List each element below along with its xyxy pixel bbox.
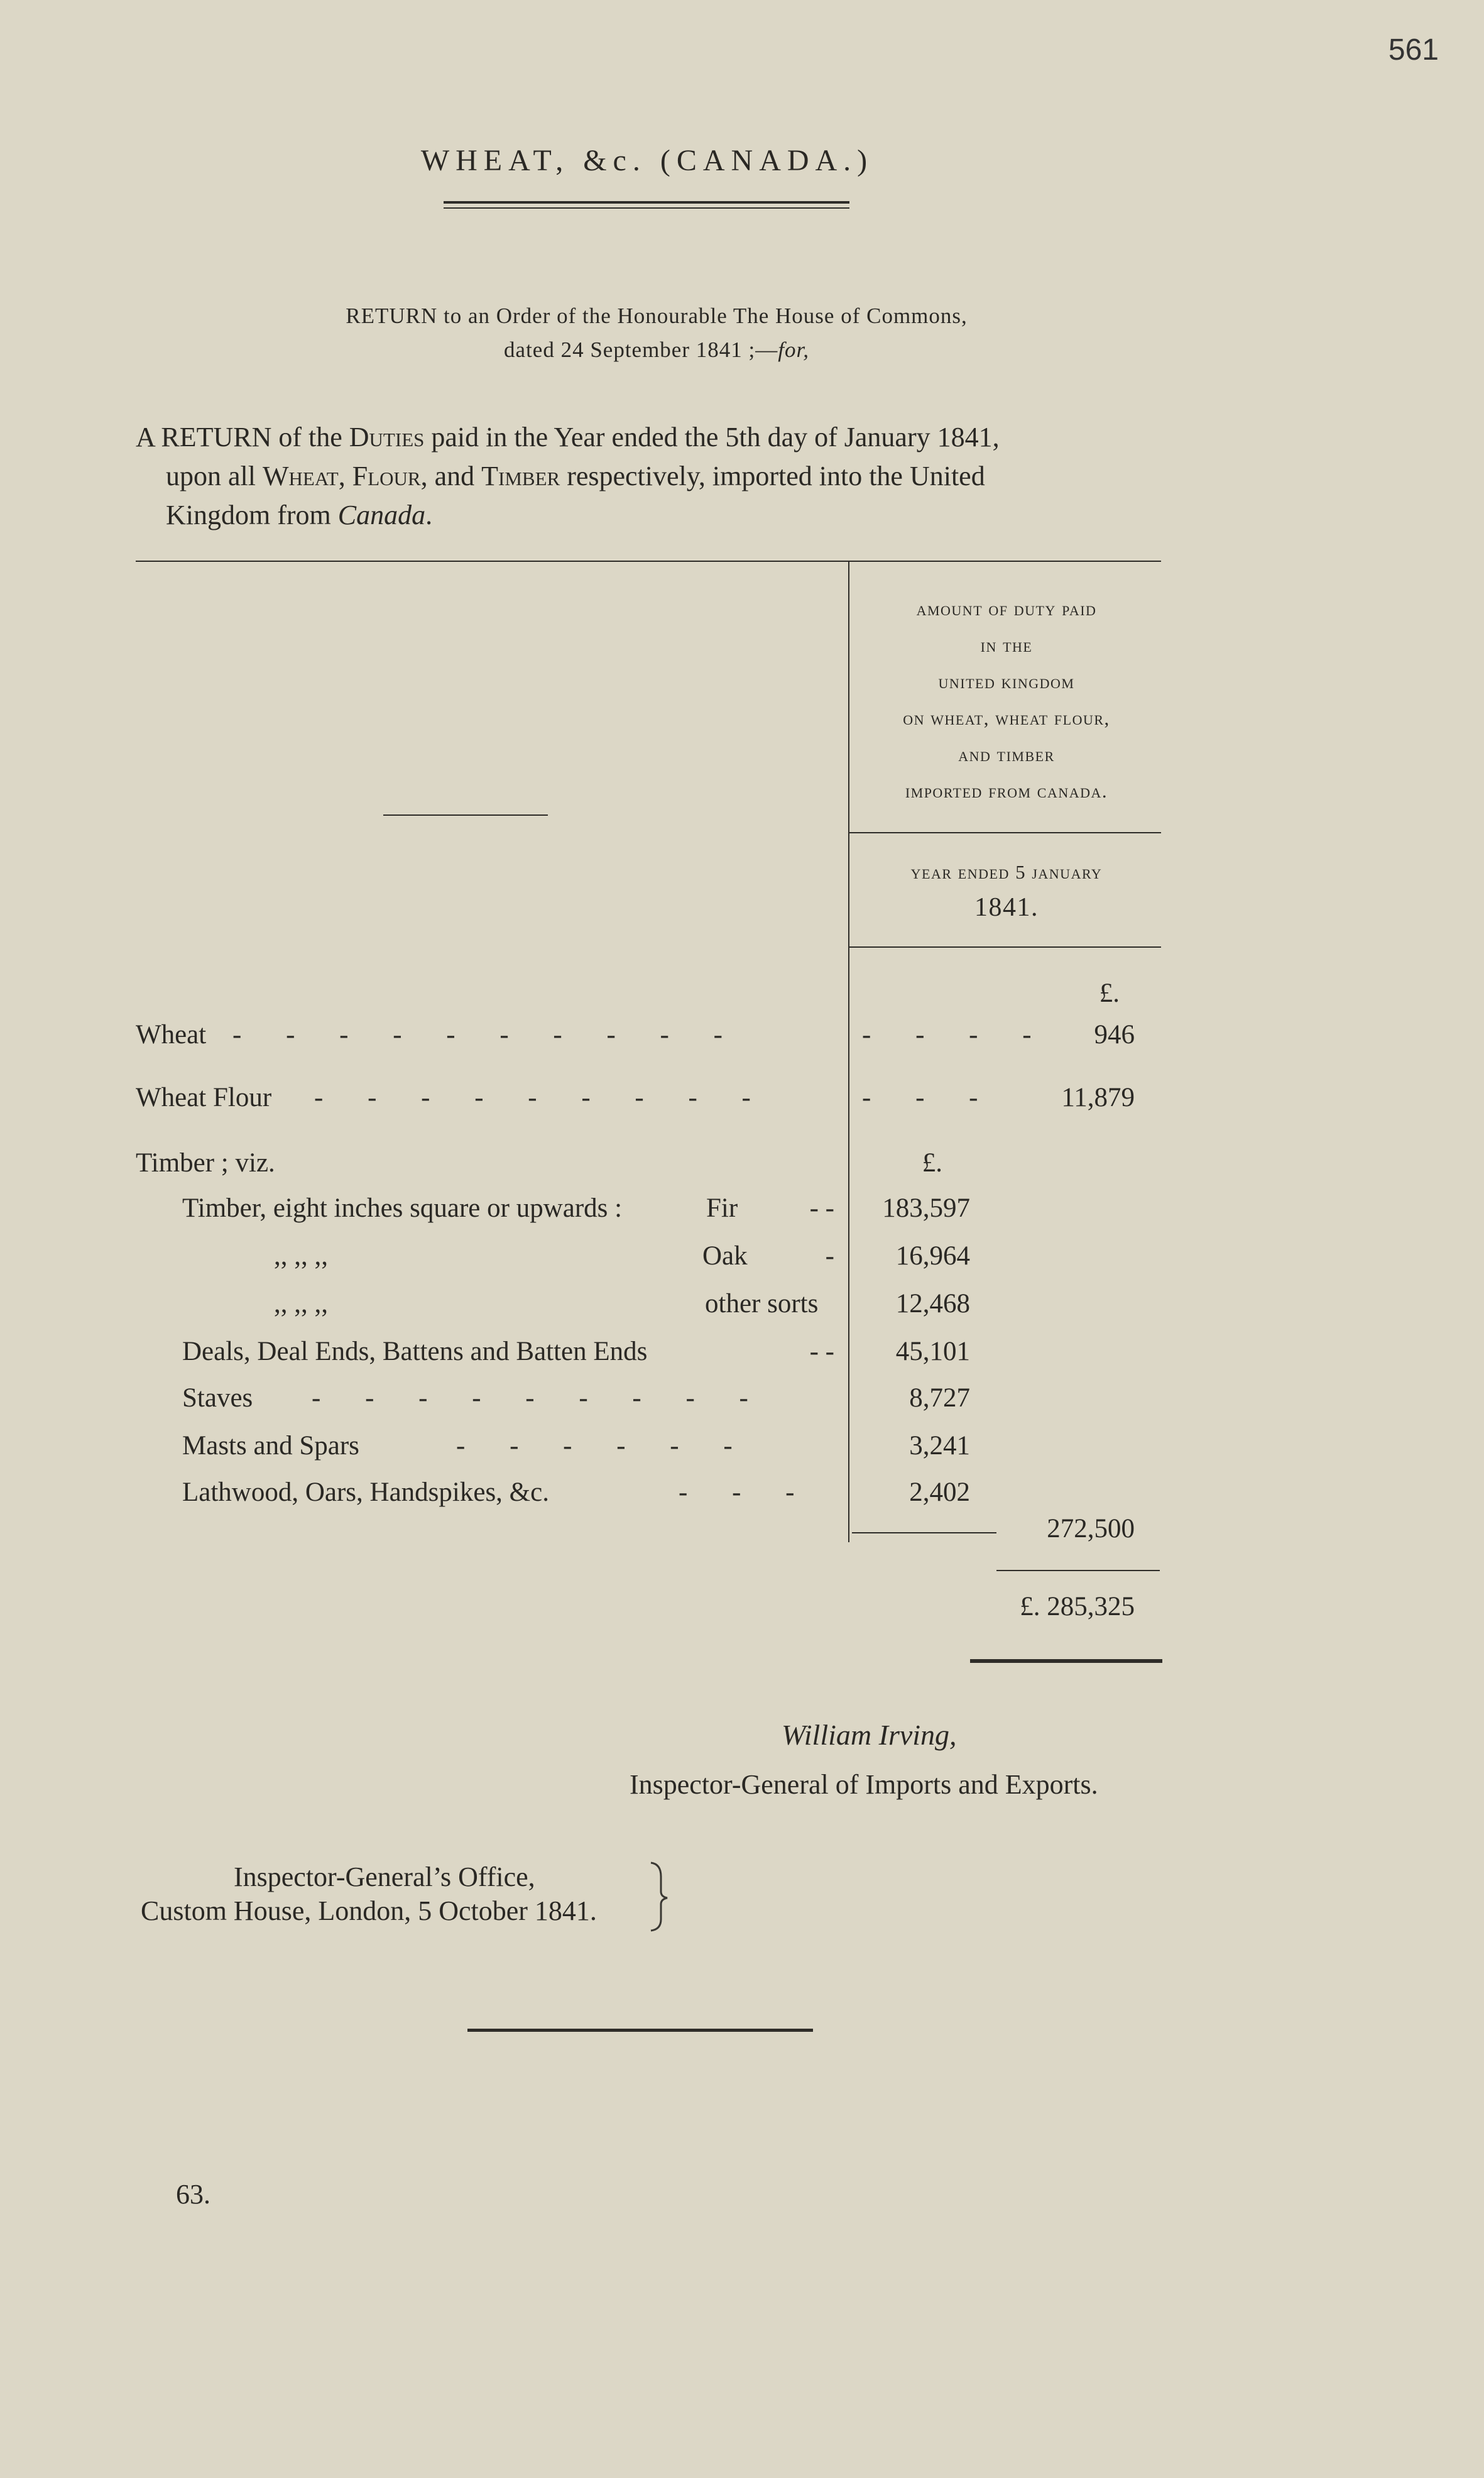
timber-row-value: 183,597 <box>882 1193 970 1223</box>
timber-row-label: Lathwood, Oars, Handspikes, &c. <box>182 1477 549 1507</box>
intro-text: A RETURN of the <box>136 422 349 452</box>
order-for: for, <box>778 337 809 362</box>
intro-duties: Duties <box>349 422 425 452</box>
header-line: amount of duty paid <box>916 598 1097 620</box>
timber-row-label: Timber, eight inches square or upwards : <box>182 1193 623 1223</box>
timber-row-value: 3,241 <box>909 1431 970 1461</box>
title-rule-top <box>444 201 849 204</box>
order-line-2 <box>0 331 1313 370</box>
wheat-value: 946 <box>1094 1020 1135 1050</box>
timber-total: 272,500 <box>1047 1514 1135 1543</box>
flour-mid-dots: - - - <box>862 1083 997 1112</box>
timber-row-label: ,, ,, ,, <box>274 1289 328 1318</box>
timber-row-value: 12,468 <box>895 1289 970 1318</box>
table-top-rule <box>136 561 1161 562</box>
timber-subtotal-rule <box>852 1532 996 1533</box>
wheat-leader-dots: - - - - - - - - - - <box>232 1020 741 1050</box>
intro-text: paid in the Year ended the 5th day of January 1841, <box>424 422 1000 452</box>
intro-line-1 <box>136 417 1000 458</box>
document-title: WHEAT, &c. (CANADA.) <box>420 144 874 177</box>
flour-leader-dots: - - - - - - - - - <box>314 1083 770 1112</box>
grand-total-rule <box>996 1570 1160 1571</box>
timber-row-label: ,, ,, ,, <box>274 1241 328 1271</box>
intro-text: , and <box>420 461 482 491</box>
timber-row-kind: other sorts <box>705 1289 819 1318</box>
column-subheader <box>849 855 1164 925</box>
intro-text: Kingdom from <box>166 500 338 530</box>
wheat-flour-value: 11,879 <box>1061 1083 1135 1112</box>
intro-text: . <box>425 500 433 530</box>
intro-text: respectively, imported into the United <box>560 461 985 491</box>
grand-total-double-rule <box>970 1659 1162 1663</box>
timber-row-kind: Oak <box>702 1241 748 1271</box>
timber-row-label: Staves <box>182 1383 253 1413</box>
timber-row-dots: - - <box>809 1193 834 1223</box>
page-number: 561 <box>1388 33 1439 67</box>
office-line-1: Inspector-General’s Office, <box>234 1861 535 1892</box>
timber-row-label: Masts and Spars <box>182 1431 359 1461</box>
column-header <box>849 591 1164 809</box>
footer-rule <box>467 2029 813 2032</box>
timber-row-dots: - - <box>809 1337 834 1366</box>
intro-canada: Canada <box>337 500 426 530</box>
timber-label: Timber ; viz. <box>136 1148 275 1178</box>
intro-timber: Timber <box>481 461 560 491</box>
title-rule-bottom <box>444 207 849 209</box>
wheat-label: Wheat <box>136 1020 207 1050</box>
intro-text: upon all <box>166 461 263 491</box>
header-line: and timber <box>958 743 1055 765</box>
intro-flour: Flour <box>352 461 421 491</box>
header-line: united kingdom <box>938 671 1075 693</box>
timber-row-dots: - - - <box>679 1477 814 1507</box>
intro-text: , <box>338 461 352 491</box>
subheader-divider <box>849 946 1161 948</box>
order-line-1: RETURN to an Order of the Honourable The House of Commons, <box>346 304 968 328</box>
wheat-mid-dots: - - - - <box>862 1020 1050 1050</box>
brace-icon <box>647 1861 672 1932</box>
signature-title: Inspector-General of Imports and Exports. <box>630 1769 1098 1800</box>
signature-name: William Irving, <box>782 1719 957 1751</box>
timber-row-dots: - - - - - - - - - <box>312 1383 767 1413</box>
header-divider <box>849 832 1161 833</box>
intro-line-3 <box>166 495 432 535</box>
footer-number: 63. <box>176 2179 210 2210</box>
timber-row-value: 45,101 <box>895 1337 970 1366</box>
timber-row-label: Deals, Deal Ends, Battens and Batten Ends <box>182 1337 648 1366</box>
header-line: imported from canada. <box>905 780 1108 802</box>
timber-currency-symbol: £. <box>922 1148 942 1178</box>
wheat-flour-label: Wheat Flour <box>136 1083 272 1112</box>
timber-row-value: 16,964 <box>895 1241 970 1271</box>
intro-wheat: Wheat <box>262 461 339 491</box>
timber-row-dots: - - - - - - <box>456 1431 751 1461</box>
intro-line-2 <box>166 456 985 496</box>
subheader-year: 1841. <box>974 893 1039 922</box>
header-line: on wheat, wheat flour, <box>903 707 1110 729</box>
timber-row-value: 8,727 <box>909 1383 970 1413</box>
timber-row-kind: Fir <box>706 1193 738 1223</box>
currency-symbol: £. <box>1099 979 1120 1008</box>
timber-row-value: 2,402 <box>909 1477 970 1507</box>
order-date: dated 24 September 1841 ;— <box>504 337 778 362</box>
subheader-line: year ended 5 january <box>910 861 1103 883</box>
timber-row-dots: - <box>825 1241 834 1271</box>
header-line: in the <box>980 634 1033 656</box>
table-left-stub-rule <box>383 814 548 816</box>
grand-total: £. 285,325 <box>1020 1592 1135 1621</box>
office-line-2: Custom House, London, 5 October 1841. <box>141 1895 597 1926</box>
